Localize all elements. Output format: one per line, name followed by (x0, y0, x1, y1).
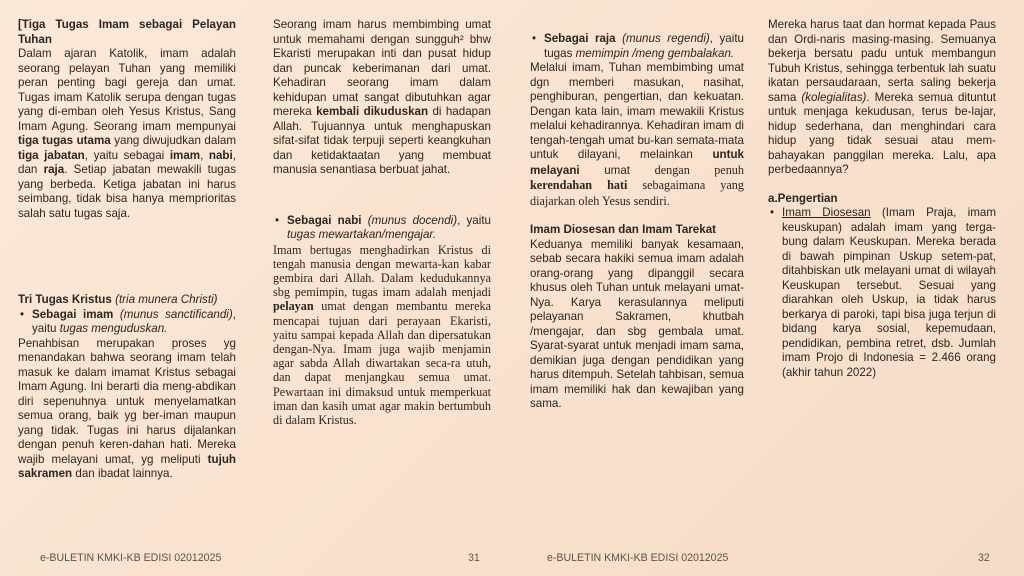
kolegialitas-paragraph: Mereka harus taat dan hormat kepada Paus dan Ordi-naris masing-masing. Semuanya bekerja bersatu padu untuk membangun Tubuh Kristus, sehingga terbentuk lah suatu ikatan persaudaraan, serta saling bekerja sama (kolegialitas). Mereka semua dituntut untuk menjaga kekudusan, terus be-lajar, hidup sederhana, dan menghindari cara hidup yang tidak sesuai atau mem-bahayakan panggilan mereka. Lalu, apa perbedaannya? (768, 18, 996, 176)
column-3 (530, 32, 744, 412)
bullet-raja: • Sebagai raja (munus regendi), yaitu tugas memimpin /meng gembalakan. (530, 32, 744, 61)
footer-right-label: e-BULETIN KMKI-KB EDISI 02012025 (547, 552, 729, 564)
section-heading: [Tiga Tugas Imam sebagai Pelayan Tuhan (18, 18, 236, 46)
column-2 (273, 18, 491, 427)
intro-paragraph: Dalam ajaran Katolik, imam adalah seorang pelayan Tuhan yang memiliki peran penting bagi gereja dan umat. Tugas imam Katolik serupa dengan tugas yang di-emban oleh Yesus Kristus, Sang Imam Agung. Seorang imam mempunyai tiga tugas utama yang diwujudkan dalam tiga jabatan, yaitu sebagai imam, nabi, dan raja. Setiap jabatan mewakili tugas yang berbeda. Ketiga jabatan ini harus seimbang, tidak bisa hanya memprioritas salah satu tugas saja. (18, 47, 236, 220)
bullet-imam: • Sebagai imam (munus sanctificandi), yaitu tugas menguduskan. (18, 308, 236, 337)
footer-left-label: e-BULETIN KMKI-KB EDISI 02012025 (40, 552, 222, 564)
pengertian-heading: a.Pengertian (768, 191, 838, 205)
bullet-nabi: • Sebagai nabi (munus docendi), yaitu tugas mewartakan/mengajar. (273, 214, 491, 243)
kesamaan-paragraph: Keduanya memiliki banyak kesamaan, sebab secara hakiki semua imam adalah orang-orang yang dipanggil secara khusus oleh Tuhan untuk melayani umat-Nya. Karya kerasulannya meliputi pelayanan Sakramen, khutbah /mengajar, dan sbg gembala umat. Syarat-syarat untuk menjadi imam sama, demikian juga dengan pendidikan yang harus ditempuh. Setelah tahbisan, semua imam memiliki hak dan kewajiban yang sama. (530, 237, 744, 410)
nabi-paragraph: Imam bertugas menghadirkan Kristus di tengah manusia dengan mewarta-kan kabar gembira dari Allah. Dalam kedudukannya sbg pemimpin, tugas imam adalah menjadi pelayan umat dengan membantu mereka mencapai tujuan dari perayaan Ekaristi, yaitu sampai kepada Allah dan dipersatukan dengan-Nya. Imam juga wajib menjamin agar sabda Allah diwartakan seca-ra utuh, dan dapat menjangkau semua umat. Pewartaan ini dimaksud untuk memperkuat iman dan kasih umat agar makin bertumbuh di dalam Kristus. (273, 242, 491, 427)
penahbisan-paragraph: Penahbisan merupakan proses yg menandakan bahwa seorang imam telah masuk ke dalam imamat Kristus sebagai Imam Agung. Ini berarti dia meng-abdikan diri sepenuhnya untuk menyelamatkan semua orang, baik yg ber-iman maupun yang tidak. Tugas ini harus dijalankan dengan penuh keren-dahan hati. Mereka wajib melayani umat, yg meliputi tujuh sakramen dan ibadat lainnya. (18, 336, 236, 480)
page-number-right: 32 (978, 552, 990, 564)
diosesan-tarekat-heading: Imam Diosesan dan Imam Tarekat (530, 223, 717, 236)
column-1 (18, 18, 236, 482)
tri-tugas-heading: Tri Tugas Kristus (tria munera Christi) (18, 293, 218, 306)
bullet-imam-diosesan: • Imam Diosesan (Imam Praja, imam keuskupan) adalah imam yang terga-bung dalam Keuskupan. Mereka berada di bawah pimpinan Uskup setem-pat, ditahbiskan utk melayani umat di wilayah Keuskupan tersebut. Sesuai yang diarahkan oleh Uskup, ia tidak harus berkarya di paroki, tapi bisa juga terjun di bidang karya sosial, kepemudaan, pendidikan, pembina retret, dsb. Jumlah imam Projo di Indonesia = 2.466 orang (akhir tahun 2022) (768, 206, 996, 380)
page-number-left: 31 (468, 552, 480, 564)
column-4 (768, 18, 996, 380)
raja-paragraph: Melalui imam, Tuhan membimbing umat dgn memberi masukan, nasihat, penghiburan, pengertian, dan kekuatan. Dengan kata lain, imam mewakili Kristus melalui kehadirannya. Kehadiran imam di tengah-tengah umat bu-kan semata-mata untuk dilayani, melainkan untuk melayani umat dengan penuh kerendahan hati sebagaimana yang diajarkan oleh Yesus sendiri. (530, 61, 744, 208)
ekaristi-paragraph: Seorang imam harus membimbing umat untuk memahami dengan sungguh² bhw Ekaristi merupakan inti dan pusat hidup dan puncak keberimanan dari umat. Kehadiran seorang imam dalam kehidupan umat sangat dibutuhkan agar mereka kembali dikuduskan di hadapan Allah. Tujuannya untuk menghapuskan sifat-sifat tidak terpuji seperti keangkuhan dan ketidaktaatan yang membuat manusia senantiasa berbuat jahat. (273, 18, 491, 176)
